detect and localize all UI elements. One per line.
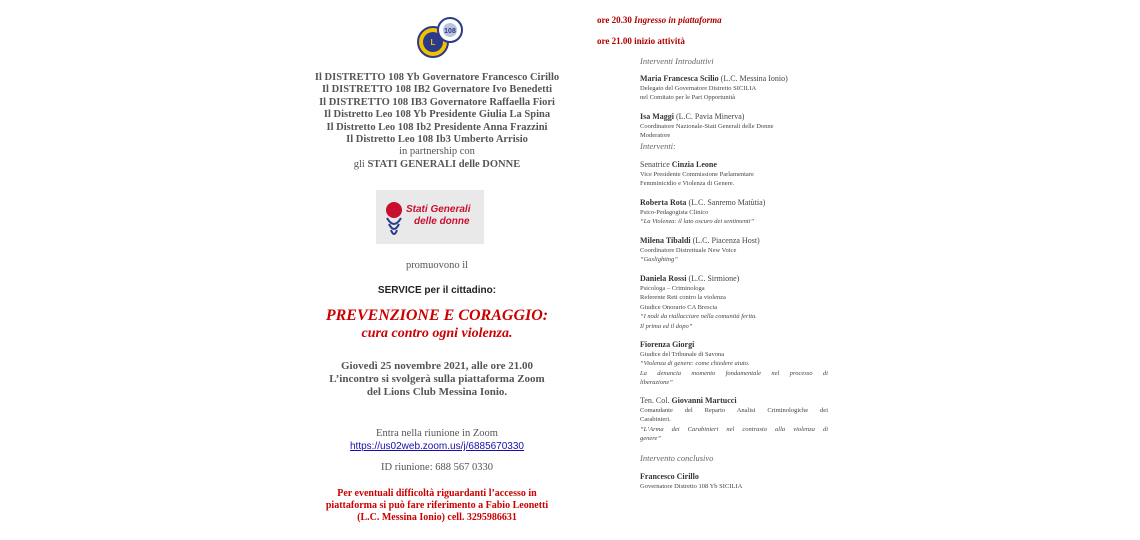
speaker-role: Giudice Onorario CA Brescia <box>640 303 718 311</box>
logo-text-1: Stati Generali <box>406 204 471 215</box>
speaker-prefix: Ten. Col. <box>640 396 670 405</box>
partnership-text: in partnership con <box>399 146 475 158</box>
time-start: ore 21.00 inizio attività <box>597 36 685 46</box>
speaker-quote: genere” <box>640 435 662 442</box>
partner-name: STATI GENERALI delle DONNE <box>367 158 521 170</box>
promote-text: promuovono il <box>405 260 469 271</box>
speaker-maggi <box>640 112 830 141</box>
stati-generali-logo <box>376 190 484 244</box>
speaker-name: Daniela Rossi <box>640 274 687 283</box>
speaker-club: (L.C. Piacenza Host) <box>692 236 760 245</box>
platform-line-2: del Lions Club Messina Ionio. <box>366 386 508 398</box>
organizer-line: Il Distretto Leo 108 Yb Presidente Giulia La Spina <box>323 109 551 121</box>
svg-text:L: L <box>430 38 436 47</box>
speaker-role: Moderatore <box>640 132 671 139</box>
lions-logos <box>416 14 466 62</box>
event-date: Giovedì 25 novembre 2021, alle ore 21.00 <box>340 360 534 372</box>
speaker-name: Giovanni Martucci <box>671 396 737 405</box>
svg-text:108: 108 <box>444 28 456 35</box>
speaker-name: Cinzia Leone <box>671 160 717 169</box>
logo-text-2: delle donne <box>414 216 470 227</box>
organizer-line: Il Distretto Leo 108 Ib2 Presidente Anna Frazzini <box>326 121 548 133</box>
event-details <box>300 360 574 399</box>
partner-line <box>300 159 574 171</box>
speaker-role: Comandante del Reparto Analisi Criminologiche dei <box>640 406 828 414</box>
speaker-martucci <box>640 396 828 444</box>
time-1: ore 20.30 <box>597 15 632 25</box>
speaker-quote: “L’Arma dei Carabinieri nel contrasto alla violenza di <box>640 425 828 433</box>
speaker-tibaldi <box>640 236 830 265</box>
speaker-role: Coordinatore Nazionale-Stati Generali delle Donne <box>640 122 774 130</box>
organizer-line: Il DISTRETTO 108 IB2 Governatore Ivo Benedetti <box>321 84 553 96</box>
speaker-role: Coordinatore Distrettuale New Voice <box>640 246 737 254</box>
service-text: SERVICE per il cittadino: <box>377 285 497 296</box>
help-line-3: (L.C. Messina Ionio) cell. 3295986631 <box>357 512 517 523</box>
speaker-name: Isa Maggi <box>640 112 674 121</box>
speaker-role: Psicologa – Criminologa <box>640 284 705 292</box>
section-talks: Interventi: <box>640 141 676 151</box>
speaker-role: Delegato del Governatore Distretto SICILIA <box>640 84 757 92</box>
time-1-label: Ingresso in piattaforma <box>634 15 722 25</box>
speaker-role: Governatore Distretto 108 Yb SICILIA <box>640 482 743 490</box>
speaker-club: (L.C. Pavia Minerva) <box>676 112 745 121</box>
lions-emblem-icon <box>416 14 466 62</box>
speaker-club: (L.C. Sanremo Matùtia) <box>688 198 766 207</box>
speaker-name: Maria Francesca Scilio <box>640 74 719 83</box>
speaker-cirillo <box>640 472 830 491</box>
speaker-club: (L.C. Messina Ionio) <box>720 74 788 83</box>
speaker-quote: Il prima ed il dopo” <box>640 322 693 330</box>
speaker-role: Giudice del Tribunale di Savona <box>640 350 725 358</box>
speaker-quote: “I nodi da riallacciare nella comunità ferita. <box>640 313 757 320</box>
organizer-line: Il DISTRETTO 108 Yb Governatore Francesco Cirillo <box>314 72 560 83</box>
speaker-quote: “Violenza di genere: come chiedere aiuto. <box>640 360 750 367</box>
speaker-role: nel Comitato per le Pari Opportunità <box>640 94 736 101</box>
organizer-line: Il DISTRETTO 108 IB3 Governatore Raffaella Fiori <box>319 96 555 108</box>
join-text: Entra nella riunione in Zoom <box>376 428 498 439</box>
speaker-giorgi <box>640 340 828 388</box>
speaker-scilio <box>640 74 830 103</box>
platform-line-1: L’incontro si svolgerà sulla piattaforma Zoom <box>329 373 545 385</box>
speaker-role: Carabinieri. <box>640 416 671 423</box>
organizer-line: Il Distretto Leo 108 Ib3 Umberto Arrisio <box>346 134 528 146</box>
organizers-block <box>300 72 574 171</box>
section-intro: Interventi Introduttivi <box>640 56 714 66</box>
speaker-quote: “Gaslighting” <box>640 256 678 263</box>
speaker-leone <box>640 160 830 189</box>
speaker-prefix: Senatrice <box>640 160 670 169</box>
speaker-club: (L.C. Sirmione) <box>688 274 740 283</box>
time-entry <box>597 15 722 25</box>
speaker-role: Femminicidio e Violenza di Genere. <box>640 180 735 187</box>
speaker-rota <box>640 198 830 227</box>
speaker-name: Francesco Cirillo <box>640 472 699 481</box>
event-title: PREVENZIONE E CORAGGIO: <box>325 307 549 324</box>
speaker-role: Vice Presidente Commissione Parlamentare <box>640 170 754 178</box>
meeting-id: ID riunione: 688 567 0330 <box>381 462 493 473</box>
speaker-role: Referente Reti contro la violenza <box>640 294 726 301</box>
speaker-quote: La denuncia momento fondamentale nel processo di <box>640 369 828 377</box>
speaker-quote: liberazione” <box>640 379 673 386</box>
help-line-2: piattaforma si può fare riferimento a Fabio Leonetti <box>325 500 549 511</box>
speaker-quote: “La Violenza: il lato oscuro dei sentimenti” <box>640 218 755 225</box>
help-line-1: Per eventuali difficoltà riguardanti l’accesso in <box>337 488 537 499</box>
speaker-name: Roberta Rota <box>640 198 687 207</box>
partner-prefix: gli <box>353 158 365 170</box>
zoom-link[interactable]: https://us02web.zoom.us/j/6885670330 <box>349 441 524 452</box>
help-block <box>300 488 574 524</box>
speaker-name: Fiorenza Giorgi <box>640 340 695 349</box>
event-subtitle: cura contro ogni violenza. <box>361 326 513 341</box>
section-conclusion: Intervento conclusivo <box>640 453 714 463</box>
speaker-name: Milena Tibaldi <box>640 236 691 245</box>
speaker-role: Psico-Pedagogista Clinico <box>640 208 709 216</box>
speaker-rossi <box>640 274 830 331</box>
